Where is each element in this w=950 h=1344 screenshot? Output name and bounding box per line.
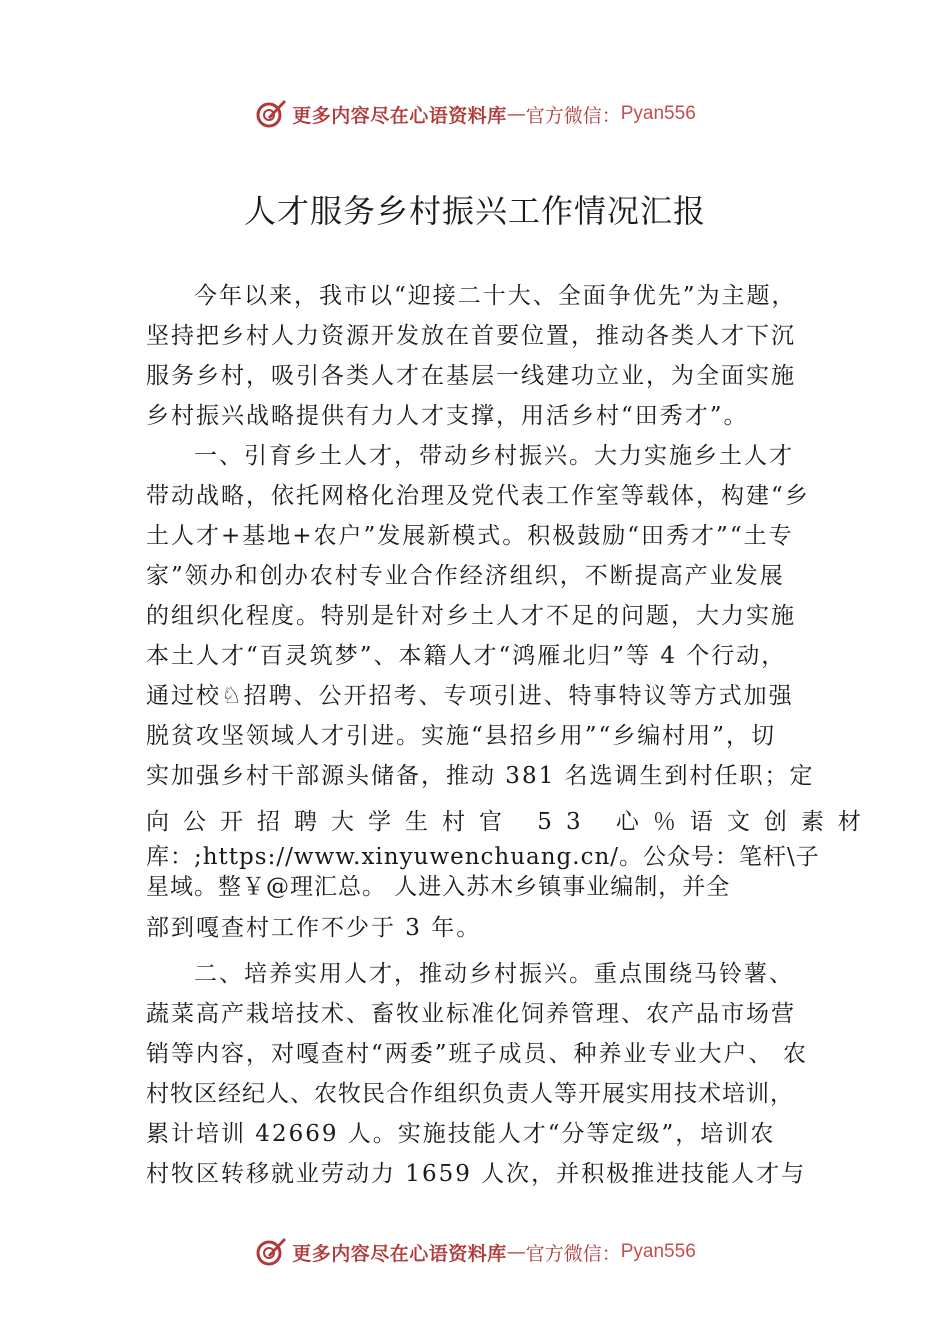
text-line: 累计培训 42669 人。实施技能人才“分等定级”，培训农	[146, 1121, 776, 1147]
text-line: 土人才+基地+农户”发展新模式。积极鼓励“田秀才”“土专	[146, 523, 794, 549]
pen-swirl-icon	[254, 97, 288, 131]
footer-watermark-banner	[0, 1232, 950, 1272]
header-watermark-banner	[0, 94, 950, 134]
banner-brand: 更多内容尽在心语资料库	[292, 104, 507, 127]
text-line: 实加强乡村干部源头储备，推动 381 名选调生到村任职；定	[146, 763, 815, 789]
text-line: 通过校♘招聘、公开招考、专项引进、特事特议等方式加强	[146, 683, 794, 709]
banner-wechat-id: Pyan556	[620, 1241, 696, 1262]
text-line: 本土人才“百灵筑梦”、本籍人才“鸿雁北归”等 4 个行动，	[146, 643, 787, 669]
text-line: 脱贫攻坚领域人才引进。实施“县招乡用”“乡编村用”，切	[146, 723, 777, 749]
text-line: 带动战略，依托网格化治理及党代表工作室等载体，构建“乡	[146, 483, 810, 509]
banner-wechat-id: Pyan556	[620, 103, 696, 124]
text-line: 村牧区转移就业劳动力 1659 人次，并积极推进技能人才与	[146, 1161, 807, 1187]
text-line: 乡村振兴战略提供有力人才支撑，用活乡村“田秀才”。	[146, 403, 749, 429]
document-body	[146, 276, 875, 1194]
text-line: 星域。整￥@理汇总。 人进入苏木乡镇事业编制，并全	[146, 874, 731, 900]
text-line: 坚持把乡村人力资源开发放在首要位置，推动各类人才下沉	[146, 323, 796, 349]
text-line: 服务乡村，吸引各类人才在基层一线建功立业，为全面实施	[146, 363, 796, 389]
text-line: 销等内容，对嘎查村“两委”班子成员、种养业专业大户、 农	[146, 1041, 808, 1067]
banner-contact-label: 官方微信：	[525, 104, 621, 127]
banner-separator: —	[506, 1241, 526, 1263]
banner-brand: 更多内容尽在心语资料库	[292, 1242, 507, 1265]
text-line: 部到嘎查村工作不少于 3 年。	[146, 915, 482, 941]
banner-separator: —	[506, 103, 526, 125]
document-title: 人才服务乡村振兴工作情况汇报	[243, 192, 706, 230]
banner-contact-label: 官方微信：	[525, 1242, 621, 1265]
pen-swirl-icon	[254, 1235, 288, 1269]
text-line: 今年以来，我市以“迎接二十大、全面争优先”为主题，	[194, 283, 797, 309]
text-line: 库：;https://www.xinyuwenchuang.cn/。公众号：笔杆\子	[146, 844, 820, 870]
text-line: 二、培养实用人才，推动乡村振兴。重点围绕马铃薯、	[194, 961, 794, 987]
text-line: 家”领办和创办农村专业合作经济组织，不断提高产业发展	[146, 563, 785, 589]
text-line: 向公开招聘大学生村官 53 心％语文创素材	[146, 809, 875, 835]
text-line: 的组织化程度。特别是针对乡土人才不足的问题，大力实施	[146, 603, 796, 629]
text-line: 村牧区经纪人、农牧民合作组织负责人等开展实用技术培训，	[146, 1081, 794, 1107]
text-line: 一、引育乡土人才，带动乡村振兴。大力实施乡土人才	[194, 443, 794, 469]
text-line: 蔬菜高产栽培技术、畜牧业标准化饲养管理、农产品市场营	[146, 1001, 796, 1027]
